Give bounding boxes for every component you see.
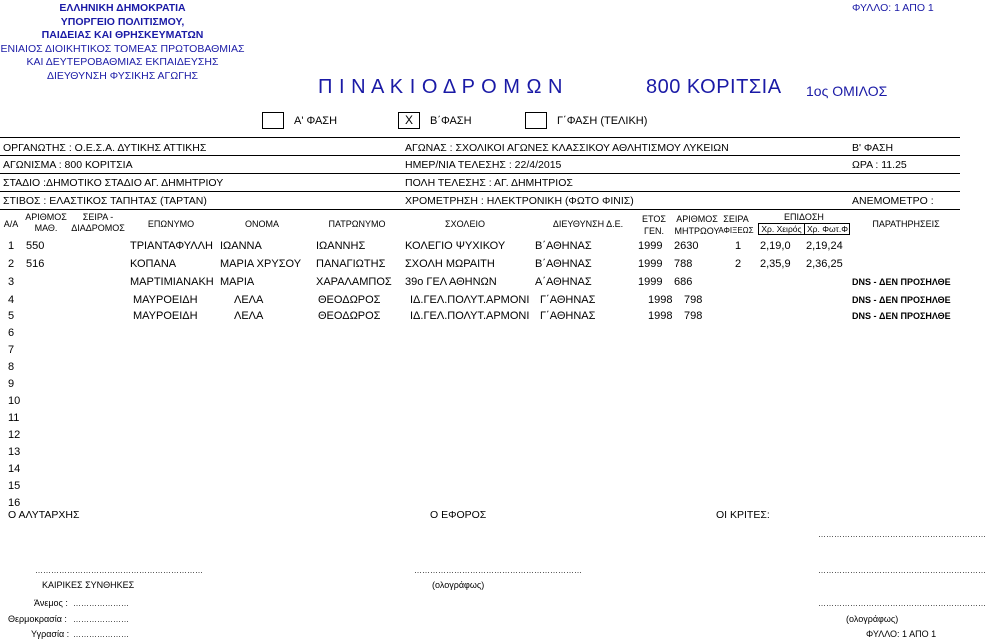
row-number: 1: [8, 240, 15, 252]
supervisor-label: Ο ΕΦΟΡΟΣ: [430, 509, 487, 521]
supervisor-olografos: (ολογράφως): [432, 580, 485, 590]
chief-referee-signature-line: ………………………………………………………: [35, 566, 203, 575]
col-eponymo: ΕΠΩΝΥΜΟ: [147, 219, 195, 229]
athlete-number: 550: [26, 240, 45, 252]
first-name: ΙΩΑΝΝΑ: [220, 240, 262, 252]
finish-position: 1: [735, 240, 742, 252]
phase-right: Β' ΦΑΣΗ: [852, 142, 894, 154]
temperature-value-line: …………………: [73, 615, 129, 624]
school: 39ο ΓΕΛ ΑΘΗΝΩΝ: [405, 276, 497, 288]
timing: ΧΡΟΜΕΤΡΗΣΗ : ΗΛΕΚΤΡΟΝΙΚΗ (ΦΩΤΟ ΦΙΝΙΣ): [405, 195, 634, 207]
judges-signature-line-3: ………………………………………………………: [818, 599, 986, 608]
event-date: ΗΜΕΡ/ΝΙΑ ΤΕΛΕΣΗΣ : 22/4/2015: [405, 159, 562, 171]
birth-year: 1999: [638, 240, 663, 252]
col-afixis-2: ΑΦΙΞΕΩΣ: [718, 226, 754, 235]
photo-time: 2,36,25: [806, 258, 843, 270]
col-mitroou-1: ΑΡΙΘΜΟΣ: [676, 214, 718, 224]
org-line: ΔΙΕΥΘΥΝΣΗ ΦΥΣΙΚΗΣ ΑΓΩΓΗΣ: [46, 69, 199, 82]
col-xeiros: Χρ. Χειρός: [761, 224, 802, 234]
birth-year: 1999: [638, 276, 663, 288]
col-fwt: Χρ. Φωτ.Φ: [806, 224, 849, 234]
first-name: ΛΕΛΑ: [234, 294, 264, 306]
row-number: 12: [8, 429, 21, 441]
remarks: DNS - ΔΕΝ ΠΡΟΣΗΛΘΕ: [852, 277, 951, 287]
org-line: ΕΝΙΑΙΟΣ ΔΙΟΙΚΗΤΙΚΟΣ ΤΟΜΕΑΣ ΠΡΩΤΟΒΑΘΜΙΑΣ: [0, 42, 245, 55]
col-arithmos-2: ΜΑΘ.: [34, 223, 58, 233]
hand-time: 2,19,0: [760, 240, 791, 252]
row-number: 10: [8, 395, 21, 407]
col-etos-1: ΕΤΟΣ: [642, 214, 666, 224]
col-epidosi: ΕΠΙΔΟΣΗ: [784, 212, 824, 222]
registry-number: 788: [674, 258, 693, 270]
row-number: 15: [8, 480, 21, 492]
row-number: 3: [8, 276, 15, 288]
registry-number: 2630: [674, 240, 699, 252]
col-onoma: ΟΝΟΜΑ: [244, 219, 279, 229]
conditions-title: ΚΑΙΡΙΚΕΣ ΣΥΝΘΗΚΕΣ: [42, 580, 135, 590]
event-title: 800 ΚΟΡΙΤΣΙΑ: [646, 76, 782, 98]
surname: ΜΑΥΡΟΕΙΔΗ: [133, 310, 198, 322]
row-number: 6: [8, 327, 15, 339]
event-name: ΑΓΩΝΙΣΜΑ : 800 ΚΟΡΙΤΣΙΑ: [3, 159, 133, 171]
col-arithmos-1: ΑΡΙΘΜΟΣ: [25, 212, 67, 222]
page-title: Π Ι Ν Α Κ Ι Ο Δ Ρ Ο Μ Ω Ν: [318, 76, 563, 98]
phase-b-label: Β΄ΦΑΣΗ: [430, 115, 472, 127]
group-title: 1ος ΟΜΙΛΟΣ: [806, 83, 888, 99]
surname: ΚΟΠΑΝΑ: [130, 258, 177, 270]
phase-a-checkbox[interactable]: [262, 112, 284, 129]
father-name: ΧΑΡΑΛΑΜΠΟΣ: [316, 276, 392, 288]
finish-position: 2: [735, 258, 742, 270]
birth-year: 1999: [638, 258, 663, 270]
col-paratiriseis: ΠΑΡΑΤΗΡΗΣΕΙΣ: [872, 219, 940, 229]
stadium: ΣΤΑΔΙΟ :ΔΗΜΟΤΙΚΟ ΣΤΑΔΙΟ ΑΓ. ΔΗΜΗΤΡΙΟΥ: [3, 177, 224, 189]
school: ΣΧΟΛΗ ΜΩΡΑΙΤΗ: [405, 258, 495, 270]
school: ΙΔ.ΓΕΛ.ΠΟΛΥΤ.ΑΡΜΟΝΙ: [410, 294, 530, 306]
org-line: ΚΑΙ ΔΕΥΤΕΡΟΒΑΘΜΙΑΣ ΕΚΠΑΙΔΕΥΣΗΣ: [26, 56, 219, 68]
birth-year: 1998: [648, 310, 673, 322]
phase-b-checkbox[interactable]: X: [398, 112, 420, 129]
event-time: ΩΡΑ : 11.25: [852, 159, 907, 171]
judges-signature-line: ………………………………………………………: [818, 530, 986, 539]
sheet-number: ΦΥΛΛΟ: 1 ΑΠΟ 1: [852, 2, 934, 14]
chief-referee-label: Ο ΑΛΥΤΑΡΧΗΣ: [8, 509, 80, 521]
organizer: ΟΡΓΑΝΩΤΗΣ : Ο.Ε.Σ.Α. ΔΥΤΙΚΗΣ ΑΤΤΙΚΗΣ: [3, 142, 207, 154]
row-number: 9: [8, 378, 15, 390]
col-dieythynsi: ΔΙΕΥΘΥΝΣΗ Δ.Ε.: [552, 219, 624, 229]
row-number: 4: [8, 294, 15, 306]
competition: ΑΓΩΝΑΣ : ΣΧΟΛΙΚΟΙ ΑΓΩΝΕΣ ΚΛΑΣΣΙΚΟΥ ΑΘΛΗΤΙΣΜΟΥ ΛΥΚΕΙΩΝ: [405, 142, 729, 154]
birth-year: 1998: [648, 294, 673, 306]
judges-label: ΟΙ ΚΡΙΤΕΣ:: [716, 509, 770, 521]
row-number: 7: [8, 344, 15, 356]
anemometer: ΑΝΕΜΟΜΕΤΡΟ :: [852, 195, 934, 207]
supervisor-signature-line: ………………………………………………………: [414, 566, 582, 575]
col-aa: Α/Α: [3, 219, 19, 229]
school: ΙΔ.ΓΕΛ.ΠΟΛΥΤ.ΑΡΜΟΝΙ: [410, 310, 530, 322]
remarks: DNS - ΔΕΝ ΠΡΟΣΗΛΘΕ: [852, 295, 951, 305]
photo-time: 2,19,24: [806, 240, 843, 252]
surname: ΜΑΥΡΟΕΙΔΗ: [133, 294, 198, 306]
surname: ΜΑΡΤΙΜΙΑΝΑΚΗ: [130, 276, 214, 288]
school: ΚΟΛΕΓΙΟ ΨΥΧΙΚΟΥ: [405, 240, 506, 252]
hand-time: 2,35,9: [760, 258, 791, 270]
first-name: ΜΑΡΙΑ ΧΡΥΣΟΥ: [220, 258, 302, 270]
father-name: ΘΕΟΔΩΡΟΣ: [318, 310, 381, 322]
col-mitroou-2: ΜΗΤΡΩΟΥ: [674, 226, 720, 236]
row-number: 2: [8, 258, 15, 270]
col-sxoleio: ΣΧΟΛΕΙΟ: [445, 219, 485, 229]
city: ΠΟΛΗ ΤΕΛΕΣΗΣ : ΑΓ. ΔΗΜΗΤΡΙΟΣ: [405, 177, 573, 189]
directorate: Γ΄ΑΘΗΝΑΣ: [540, 294, 596, 306]
row-number: 11: [8, 412, 20, 424]
phase-c-checkbox[interactable]: [525, 112, 547, 129]
wind-value-line: …………………: [73, 599, 129, 608]
phase-a-label: Α' ΦΑΣΗ: [294, 115, 338, 127]
first-name: ΛΕΛΑ: [234, 310, 264, 322]
org-line: ΥΠΟΡΓΕΙΟ ΠΟΛΙΤΙΣΜΟΥ,: [60, 15, 185, 28]
registry-number: 686: [674, 276, 693, 288]
col-seira-1: ΣΕΙΡΑ -: [82, 212, 114, 222]
row-number: 14: [8, 463, 21, 475]
wind-label: Άνεμος :: [34, 598, 68, 608]
col-patronymo: ΠΑΤΡΩΝΥΜΟ: [328, 219, 386, 229]
humidity-label: Υγρασία :: [31, 629, 70, 639]
first-name: ΜΑΡΙΑ: [220, 276, 255, 288]
directorate: Β΄ΑΘΗΝΑΣ: [535, 258, 592, 270]
humidity-value-line: …………………: [73, 630, 129, 639]
org-header: [0, 2, 245, 83]
judges-olografos: (ολογράφως): [846, 614, 899, 624]
surname: ΤΡΙΑΝΤΑΦΥΛΛΗ: [130, 240, 213, 252]
phase-c-label: Γ΄ΦΑΣΗ (ΤΕΛΙΚΗ): [557, 115, 648, 127]
directorate: Β΄ΑΘΗΝΑΣ: [535, 240, 592, 252]
col-etos-2: ΓΕΝ.: [644, 226, 664, 236]
row-number: 16: [8, 497, 21, 509]
org-line: ΕΛΛΗΝΙΚΗ ΔΗΜΟΚΡΑΤΙΑ: [59, 2, 186, 14]
row-number: 13: [8, 446, 21, 458]
directorate: Γ΄ΑΘΗΝΑΣ: [540, 310, 596, 322]
org-line: ΠΑΙΔΕΙΑΣ ΚΑΙ ΘΡΗΣΚΕΥΜΑΤΩΝ: [41, 29, 204, 41]
row-number: 5: [8, 310, 15, 322]
father-name: ΘΕΟΔΩΡΟΣ: [318, 294, 381, 306]
col-afixis-1: ΣΕΙΡΑ: [723, 214, 749, 224]
registry-number: 798: [684, 294, 703, 306]
remarks: DNS - ΔΕΝ ΠΡΟΣΗΛΘΕ: [852, 311, 951, 321]
directorate: Α΄ΑΘΗΝΑΣ: [535, 276, 592, 288]
father-name: ΙΩΑΝΝΗΣ: [316, 240, 366, 252]
footer-sheet-number: ΦΥΛΛΟ: 1 ΑΠΟ 1: [866, 629, 937, 639]
registry-number: 798: [684, 310, 703, 322]
track: ΣΤΙΒΟΣ : ΕΛΑΣΤΙΚΟΣ ΤΑΠΗΤΑΣ (ΤΑΡΤΑΝ): [3, 195, 207, 207]
row-number: 8: [8, 361, 15, 373]
judges-signature-line-2: ………………………………………………………: [818, 566, 986, 575]
athlete-number: 516: [26, 258, 45, 270]
col-seira-2: ΔΙΑΔΡΟΜΟΣ: [71, 223, 125, 233]
temperature-label: Θερμοκρασία :: [8, 614, 67, 624]
father-name: ΠΑΝΑΓΙΩΤΗΣ: [316, 258, 386, 270]
